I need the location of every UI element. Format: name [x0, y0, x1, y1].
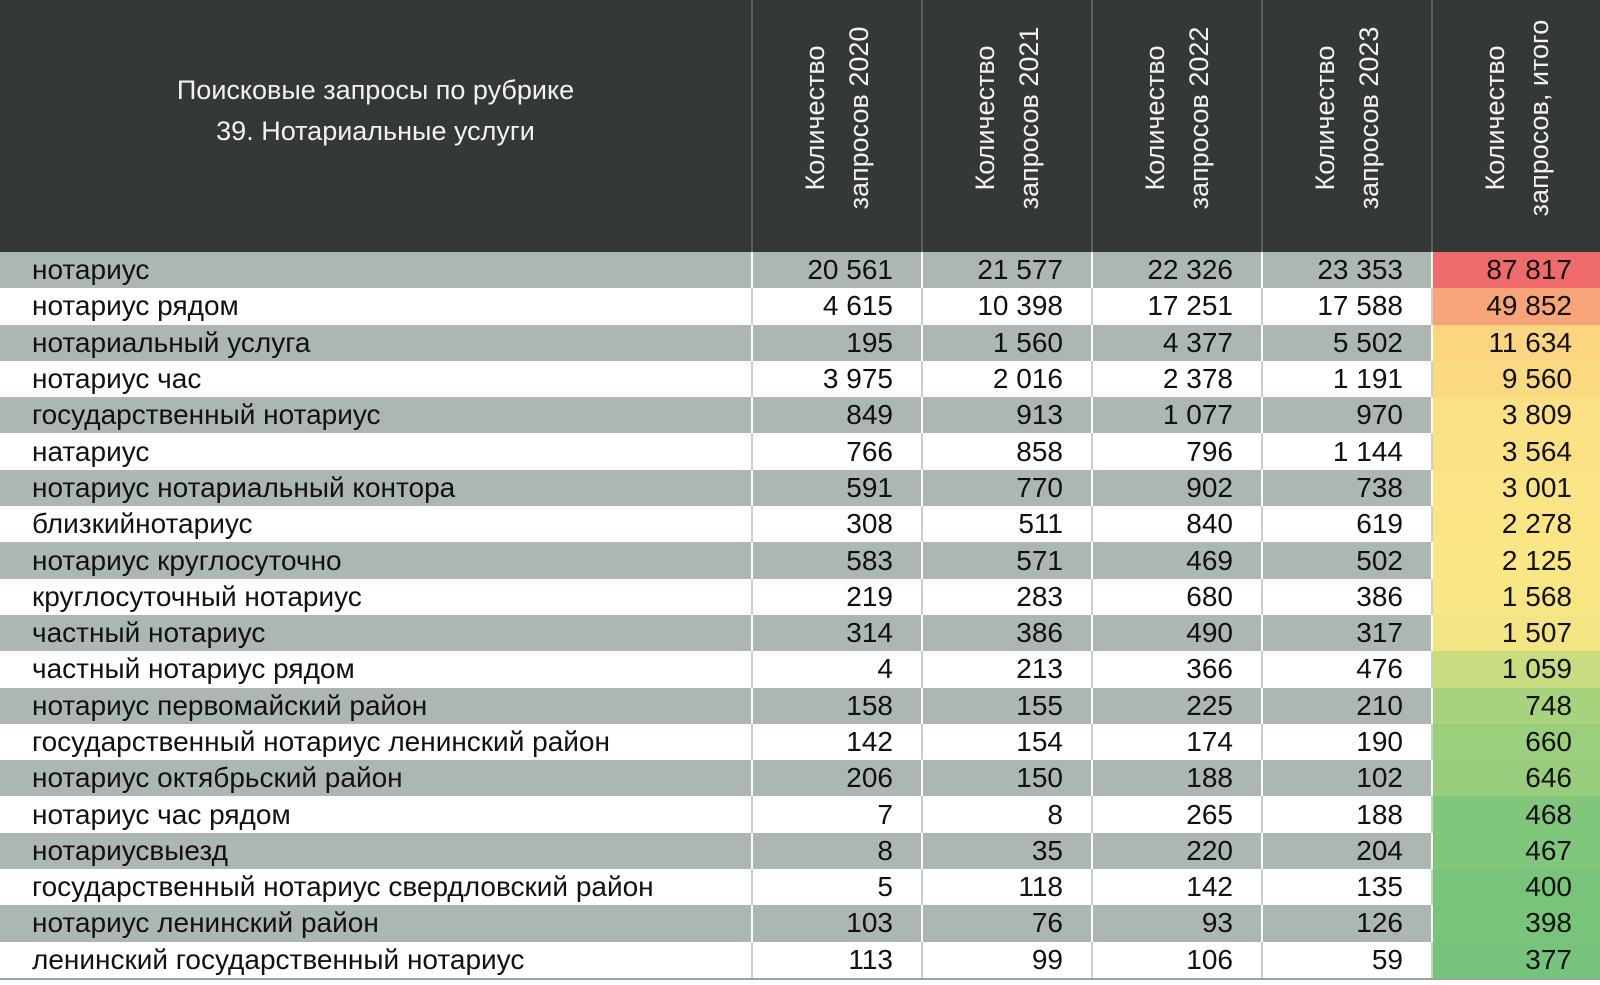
cell-2020: 158 — [752, 688, 922, 724]
cell-2023: 102 — [1262, 760, 1432, 796]
cell-total: 11 634 — [1432, 325, 1600, 361]
cell-2023: 135 — [1262, 869, 1432, 905]
cell-2023: 476 — [1262, 651, 1432, 687]
column-header-2023-line-2: запросов 2023 — [1354, 26, 1384, 210]
cell-2020: 195 — [752, 325, 922, 361]
row-label: государственный нотариус ленинский район — [0, 724, 752, 760]
cell-total: 2 125 — [1432, 542, 1600, 578]
cell-2020: 8 — [752, 833, 922, 869]
cell-2020: 308 — [752, 506, 922, 542]
row-label: государственный нотариус — [0, 397, 752, 433]
cell-2023: 188 — [1262, 796, 1432, 832]
row-label: нотариус час — [0, 361, 752, 397]
table-row — [0, 796, 1600, 832]
cell-total: 1 059 — [1432, 651, 1600, 687]
table-row — [0, 579, 1600, 615]
row-label: частный нотариус — [0, 615, 752, 651]
row-label: государственный нотариус свердловский район — [0, 869, 752, 905]
column-header-2020-line-2: запросов 2020 — [844, 26, 874, 210]
row-label: нотариус первомайский район — [0, 688, 752, 724]
cell-2023: 738 — [1262, 470, 1432, 506]
cell-2022: 225 — [1092, 688, 1262, 724]
cell-2023: 1 191 — [1262, 361, 1432, 397]
cell-total: 400 — [1432, 869, 1600, 905]
cell-2020: 219 — [752, 579, 922, 615]
cell-2021: 858 — [922, 433, 1092, 469]
cell-2022: 142 — [1092, 869, 1262, 905]
cell-2022: 93 — [1092, 905, 1262, 941]
cell-2021: 913 — [922, 397, 1092, 433]
cell-2022: 17 251 — [1092, 288, 1262, 324]
cell-total: 646 — [1432, 760, 1600, 796]
row-label: нотариус рядом — [0, 288, 752, 324]
cell-2022: 840 — [1092, 506, 1262, 542]
table-row — [0, 361, 1600, 397]
cell-2022: 106 — [1092, 942, 1262, 979]
column-header-2021 — [922, 0, 1092, 252]
cell-2023: 190 — [1262, 724, 1432, 760]
cell-2023: 17 588 — [1262, 288, 1432, 324]
cell-2022: 174 — [1092, 724, 1262, 760]
cell-2020: 5 — [752, 869, 922, 905]
column-header-total-line-2: запросов, итого — [1523, 19, 1554, 217]
table-row — [0, 325, 1600, 361]
cell-2023: 619 — [1262, 506, 1432, 542]
table-row — [0, 724, 1600, 760]
row-label: ленинский государственный нотариус — [0, 942, 752, 979]
cell-2023: 317 — [1262, 615, 1432, 651]
cell-2021: 99 — [922, 942, 1092, 979]
row-label: нотариус час рядом — [0, 796, 752, 832]
cell-2021: 35 — [922, 833, 1092, 869]
column-header-2021-line-2: запросов 2021 — [1014, 26, 1044, 210]
row-label: нотариус круглосуточно — [0, 542, 752, 578]
cell-2021: 1 560 — [922, 325, 1092, 361]
cell-2020: 103 — [752, 905, 922, 941]
column-header-2022 — [1092, 0, 1262, 252]
table-row — [0, 470, 1600, 506]
cell-2020: 206 — [752, 760, 922, 796]
cell-2021: 21 577 — [922, 252, 1092, 288]
row-label: нотариус — [0, 252, 752, 288]
cell-2021: 10 398 — [922, 288, 1092, 324]
row-label: натариус — [0, 433, 752, 469]
table-row — [0, 760, 1600, 796]
table-row — [0, 869, 1600, 905]
cell-2021: 283 — [922, 579, 1092, 615]
cell-2020: 583 — [752, 542, 922, 578]
cell-2021: 150 — [922, 760, 1092, 796]
cell-2022: 2 378 — [1092, 361, 1262, 397]
cell-2023: 1 144 — [1262, 433, 1432, 469]
cell-2021: 2 016 — [922, 361, 1092, 397]
cell-2022: 490 — [1092, 615, 1262, 651]
table-row — [0, 651, 1600, 687]
table-row — [0, 905, 1600, 941]
row-label: нотариус ленинский район — [0, 905, 752, 941]
cell-total: 2 278 — [1432, 506, 1600, 542]
cell-2021: 8 — [922, 796, 1092, 832]
cell-total: 3 809 — [1432, 397, 1600, 433]
cell-2023: 59 — [1262, 942, 1432, 979]
cell-2020: 314 — [752, 615, 922, 651]
cell-2023: 204 — [1262, 833, 1432, 869]
cell-2020: 849 — [752, 397, 922, 433]
table-row — [0, 397, 1600, 433]
cell-total: 9 560 — [1432, 361, 1600, 397]
cell-total: 3 564 — [1432, 433, 1600, 469]
table-title — [0, 0, 752, 252]
cell-2022: 265 — [1092, 796, 1262, 832]
cell-total: 87 817 — [1432, 252, 1600, 288]
column-header-total — [1432, 0, 1600, 252]
cell-2022: 469 — [1092, 542, 1262, 578]
cell-total: 398 — [1432, 905, 1600, 941]
column-header-2020 — [752, 0, 922, 252]
row-label: нотариальный услуга — [0, 325, 752, 361]
column-header-2021-line-1: Количество — [970, 45, 1000, 191]
cell-total: 1 568 — [1432, 579, 1600, 615]
cell-2020: 20 561 — [752, 252, 922, 288]
row-label: нотариус октябрьский район — [0, 760, 752, 796]
cell-total: 748 — [1432, 688, 1600, 724]
cell-2023: 126 — [1262, 905, 1432, 941]
cell-total: 377 — [1432, 942, 1600, 979]
cell-2022: 796 — [1092, 433, 1262, 469]
cell-2020: 4 — [752, 651, 922, 687]
cell-2021: 571 — [922, 542, 1092, 578]
cell-2021: 155 — [922, 688, 1092, 724]
cell-2022: 4 377 — [1092, 325, 1262, 361]
table-body — [0, 252, 1600, 979]
column-header-2023 — [1262, 0, 1432, 252]
cell-2023: 386 — [1262, 579, 1432, 615]
cell-2020: 7 — [752, 796, 922, 832]
row-label: близкийнотариус — [0, 506, 752, 542]
column-header-2023-line-1: Количество — [1310, 45, 1340, 191]
cell-total: 468 — [1432, 796, 1600, 832]
cell-2021: 511 — [922, 506, 1092, 542]
cell-2021: 770 — [922, 470, 1092, 506]
cell-total: 467 — [1432, 833, 1600, 869]
cell-2023: 23 353 — [1262, 252, 1432, 288]
cell-2020: 766 — [752, 433, 922, 469]
cell-total: 3 001 — [1432, 470, 1600, 506]
row-label: частный нотариус рядом — [0, 651, 752, 687]
cell-2023: 210 — [1262, 688, 1432, 724]
cell-2020: 4 615 — [752, 288, 922, 324]
cell-2021: 154 — [922, 724, 1092, 760]
cell-total: 660 — [1432, 724, 1600, 760]
table-row — [0, 542, 1600, 578]
table-row — [0, 615, 1600, 651]
cell-2022: 366 — [1092, 651, 1262, 687]
cell-total: 1 507 — [1432, 615, 1600, 651]
cell-2020: 113 — [752, 942, 922, 979]
cell-2022: 902 — [1092, 470, 1262, 506]
column-header-total-line-1: Количество — [1479, 45, 1510, 191]
cell-total: 49 852 — [1432, 288, 1600, 324]
table-row — [0, 433, 1600, 469]
cell-2022: 22 326 — [1092, 252, 1262, 288]
row-label: круглосуточный нотариус — [0, 579, 752, 615]
table-row — [0, 942, 1600, 979]
cell-2022: 188 — [1092, 760, 1262, 796]
row-label: нотариусвыезд — [0, 833, 752, 869]
row-label: нотариус нотариальный контора — [0, 470, 752, 506]
column-header-2022-line-1: Количество — [1140, 45, 1170, 191]
cell-2021: 386 — [922, 615, 1092, 651]
cell-2022: 1 077 — [1092, 397, 1262, 433]
cell-2020: 142 — [752, 724, 922, 760]
column-header-2020-line-1: Количество — [800, 45, 830, 191]
table-row — [0, 252, 1600, 288]
table-row — [0, 688, 1600, 724]
cell-2022: 220 — [1092, 833, 1262, 869]
cell-2020: 3 975 — [752, 361, 922, 397]
table-title-line-2: 39. Нотариальные услуги — [216, 116, 535, 146]
cell-2023: 502 — [1262, 542, 1432, 578]
header-row — [0, 0, 1600, 252]
cell-2023: 970 — [1262, 397, 1432, 433]
cell-2020: 591 — [752, 470, 922, 506]
cell-2021: 118 — [922, 869, 1092, 905]
cell-2023: 5 502 — [1262, 325, 1432, 361]
cell-2021: 76 — [922, 905, 1092, 941]
table-row — [0, 833, 1600, 869]
cell-2022: 680 — [1092, 579, 1262, 615]
table-title-line-1: Поисковые запросы по рубрике — [176, 75, 575, 105]
table-row — [0, 288, 1600, 324]
cell-2021: 213 — [922, 651, 1092, 687]
table-row — [0, 506, 1600, 542]
column-header-2022-line-2: запросов 2022 — [1184, 26, 1214, 210]
